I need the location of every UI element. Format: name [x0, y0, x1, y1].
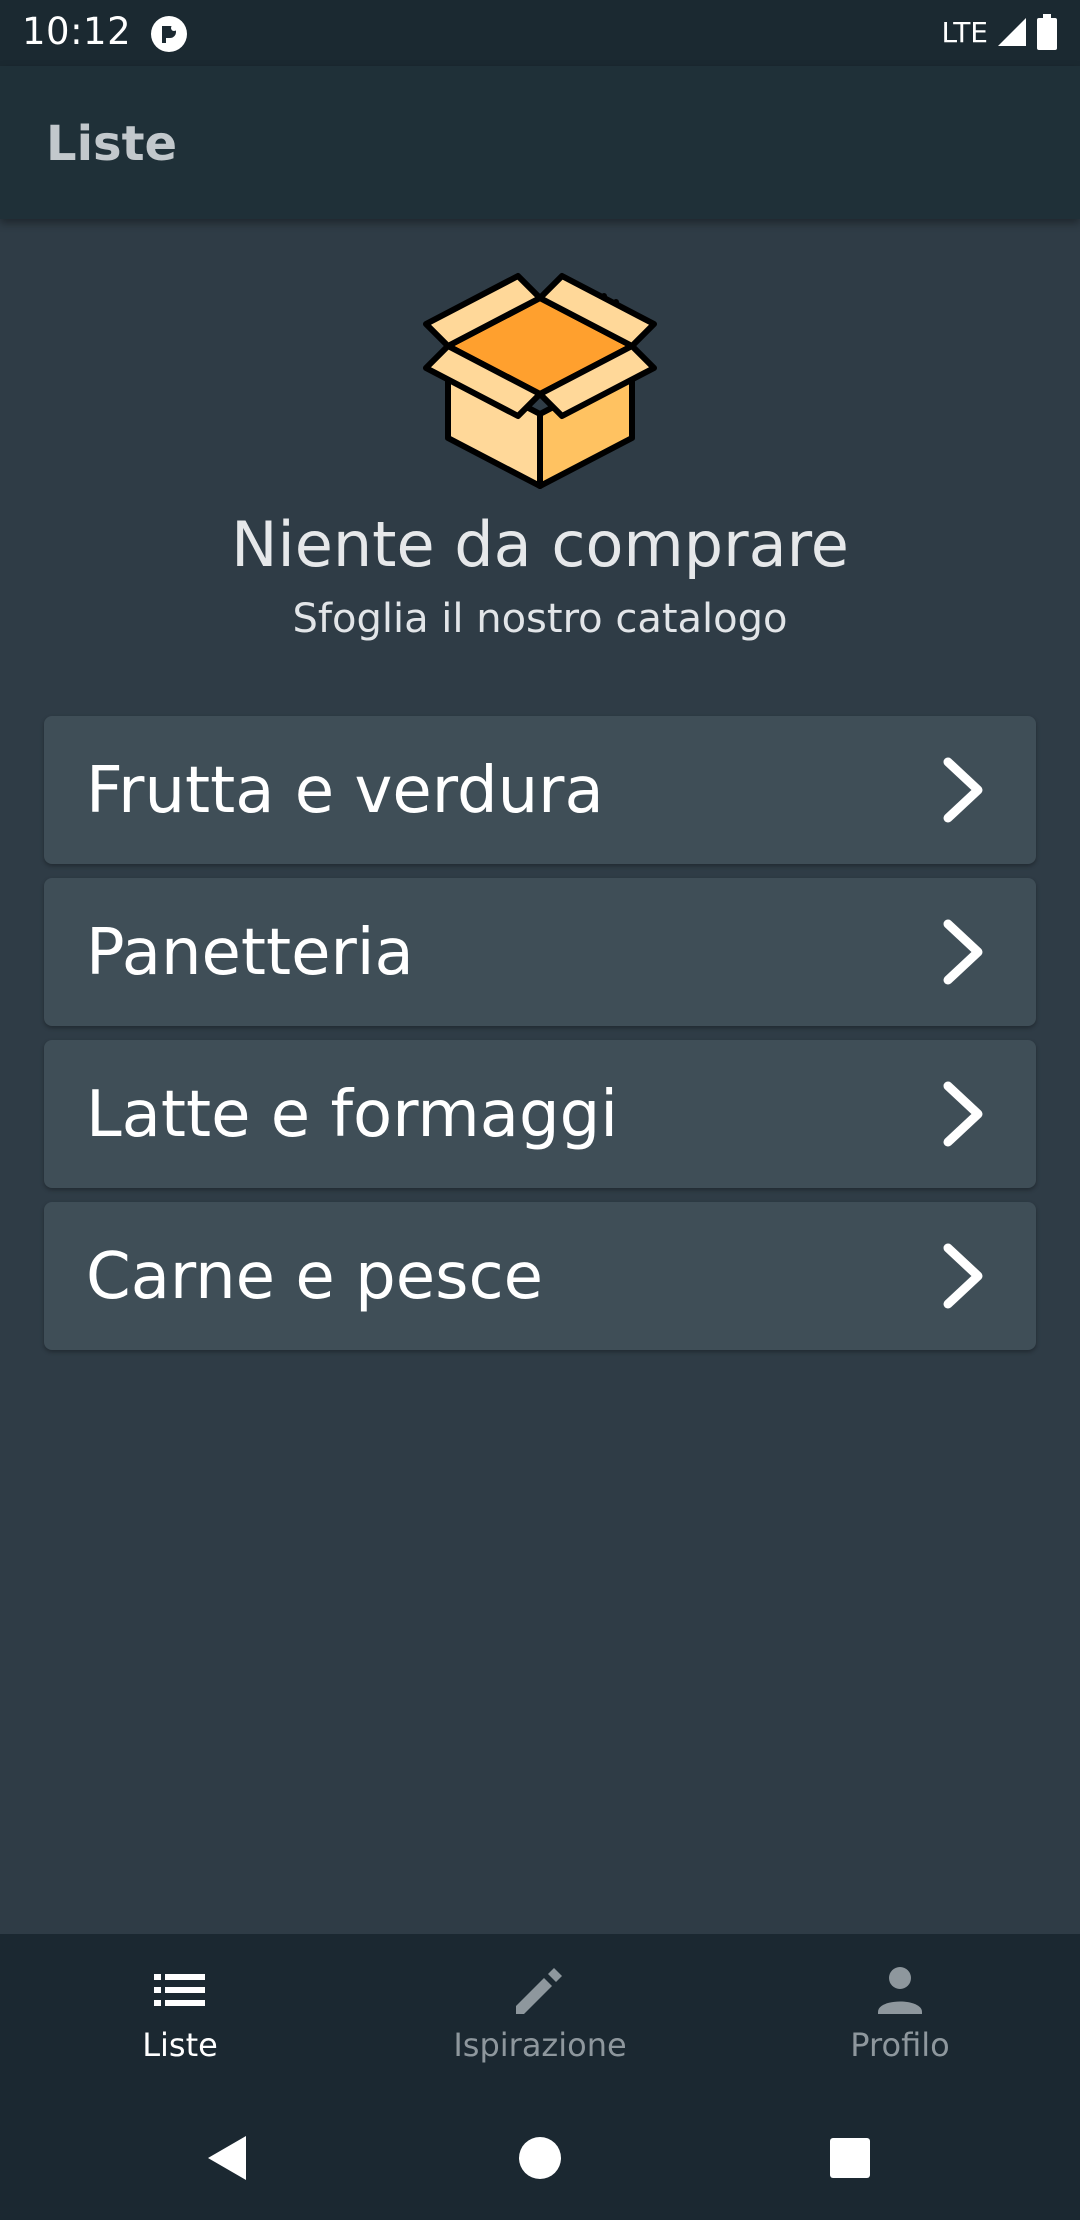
system-navigation-bar	[0, 2090, 1080, 2220]
category-label: Panetteria	[86, 916, 414, 990]
status-time: 10:12	[22, 10, 132, 53]
app-bar	[0, 66, 1080, 219]
network-type: LTE	[941, 15, 988, 49]
list-icon	[152, 1962, 208, 2018]
person-icon	[872, 1962, 928, 2018]
category-item-carne-e-pesce[interactable]	[44, 1202, 1036, 1350]
empty-state-title: Niente da comprare	[231, 508, 849, 581]
category-list	[44, 716, 1036, 1364]
nav-label: Ispirazione	[453, 2026, 627, 2064]
status-indicators	[941, 14, 1058, 50]
nav-tab-liste[interactable]	[0, 1934, 360, 2090]
nav-label: Liste	[142, 2026, 218, 2064]
category-label: Frutta e verdura	[86, 754, 604, 828]
pencil-icon	[512, 1962, 568, 2018]
category-item-latte-e-formaggi[interactable]	[44, 1040, 1036, 1188]
open-box-icon	[418, 266, 662, 496]
back-icon[interactable]	[198, 2128, 258, 2188]
chevron-right-icon	[938, 916, 988, 988]
empty-state-subtitle: Sfoglia il nostro catalogo	[292, 596, 788, 642]
category-item-panetteria[interactable]	[44, 878, 1036, 1026]
category-label: Carne e pesce	[86, 1240, 543, 1314]
nav-tab-ispirazione[interactable]	[360, 1934, 720, 2090]
page-title: Liste	[46, 116, 178, 172]
category-item-frutta-e-verdura[interactable]	[44, 716, 1036, 864]
chevron-right-icon	[938, 1078, 988, 1150]
category-label: Latte e formaggi	[86, 1078, 618, 1152]
notification-app-icon	[150, 15, 188, 53]
chevron-right-icon	[938, 754, 988, 826]
status-bar	[0, 0, 1080, 66]
bottom-navigation	[0, 1934, 1080, 2090]
recents-icon[interactable]	[820, 2128, 880, 2188]
home-icon[interactable]	[510, 2128, 570, 2188]
battery-icon	[1036, 14, 1058, 50]
nav-label: Profilo	[850, 2026, 950, 2064]
chevron-right-icon	[938, 1240, 988, 1312]
signal-icon	[996, 16, 1028, 48]
nav-tab-profilo[interactable]	[720, 1934, 1080, 2090]
